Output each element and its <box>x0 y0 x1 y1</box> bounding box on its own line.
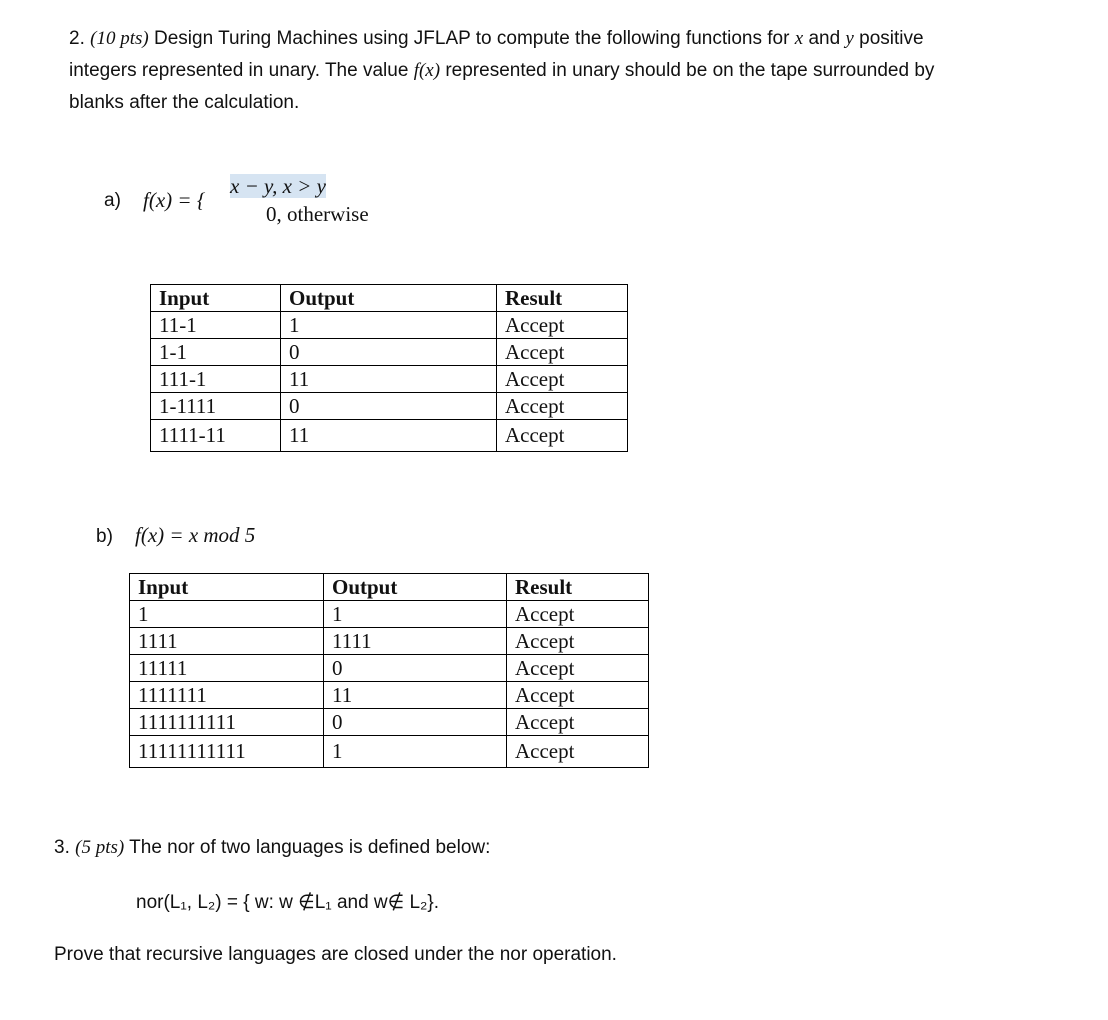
header-input: Input <box>151 285 281 312</box>
table-row <box>130 682 649 709</box>
cell: 1 <box>130 601 324 628</box>
header-result: Result <box>507 574 649 601</box>
q3-prove: Prove that recursive languages are closed under the nor operation. <box>54 944 617 965</box>
cell: Accept <box>507 682 649 709</box>
q2-line3: blanks after the calculation. <box>69 92 300 113</box>
cell: Accept <box>497 339 628 366</box>
cell: 1111 <box>130 628 324 655</box>
table-row <box>151 393 628 420</box>
header-result: Result <box>497 285 628 312</box>
part-a-lhs: f(x) = { <box>143 188 206 212</box>
table-header <box>130 574 649 601</box>
cell: Accept <box>507 601 649 628</box>
cell: 1111111111 <box>130 709 324 736</box>
table-row <box>130 601 649 628</box>
cell: Accept <box>507 655 649 682</box>
part-a-case1: x − y, x > y <box>230 174 326 198</box>
part-a-label: a) <box>104 190 121 211</box>
cell: Accept <box>497 393 628 420</box>
table-header <box>151 285 628 312</box>
cell: 1 <box>281 312 497 339</box>
cell: Accept <box>507 709 649 736</box>
part-b-formula: f(x) = x mod 5 <box>135 523 256 547</box>
table-part-a <box>150 284 628 452</box>
cell: Accept <box>507 736 649 768</box>
cell: 1111111 <box>130 682 324 709</box>
cell: 1-1111 <box>151 393 281 420</box>
table-row <box>130 736 649 768</box>
cell: Accept <box>507 628 649 655</box>
cell: 1-1 <box>151 339 281 366</box>
header-output: Output <box>324 574 507 601</box>
q3-definition: nor(L₁, L₂) = { w: w ∉L₁ and w∉ L₂}. <box>136 892 440 913</box>
cell: Accept <box>497 312 628 339</box>
cell: 0 <box>281 339 497 366</box>
table-row <box>130 655 649 682</box>
header-input: Input <box>130 574 324 601</box>
header-output: Output <box>281 285 497 312</box>
cell: Accept <box>497 366 628 393</box>
cell: 11111 <box>130 655 324 682</box>
cell: 11-1 <box>151 312 281 339</box>
table-row <box>130 628 649 655</box>
cell: 0 <box>281 393 497 420</box>
q3-heading: 3. (5 pts) The nor of two languages is defined below: <box>54 837 491 858</box>
table-row <box>130 709 649 736</box>
part-a-case2: 0, otherwise <box>266 202 369 226</box>
table-row <box>151 339 628 366</box>
cell: 1111-11 <box>151 420 281 452</box>
cell: 1 <box>324 736 507 768</box>
q2-line1: 2. (10 pts) Design Turing Machines using JFLAP to compute the following functions for x and y positive <box>69 28 924 49</box>
cell: 11 <box>281 420 497 452</box>
table-part-b <box>129 573 649 768</box>
cell: 11 <box>281 366 497 393</box>
part-b-label: b) <box>96 526 113 547</box>
cell: 0 <box>324 655 507 682</box>
cell: 1 <box>324 601 507 628</box>
q2-line2: integers represented in unary. The value f(x) represented in unary should be on the tape surrounded by <box>69 60 935 81</box>
cell: 1111 <box>324 628 507 655</box>
cell: 0 <box>324 709 507 736</box>
cell: 11 <box>324 682 507 709</box>
table-row <box>151 366 628 393</box>
table-row <box>151 312 628 339</box>
table-row <box>151 420 628 452</box>
cell: 11111111111 <box>130 736 324 768</box>
cell: Accept <box>497 420 628 452</box>
cell: 111-1 <box>151 366 281 393</box>
